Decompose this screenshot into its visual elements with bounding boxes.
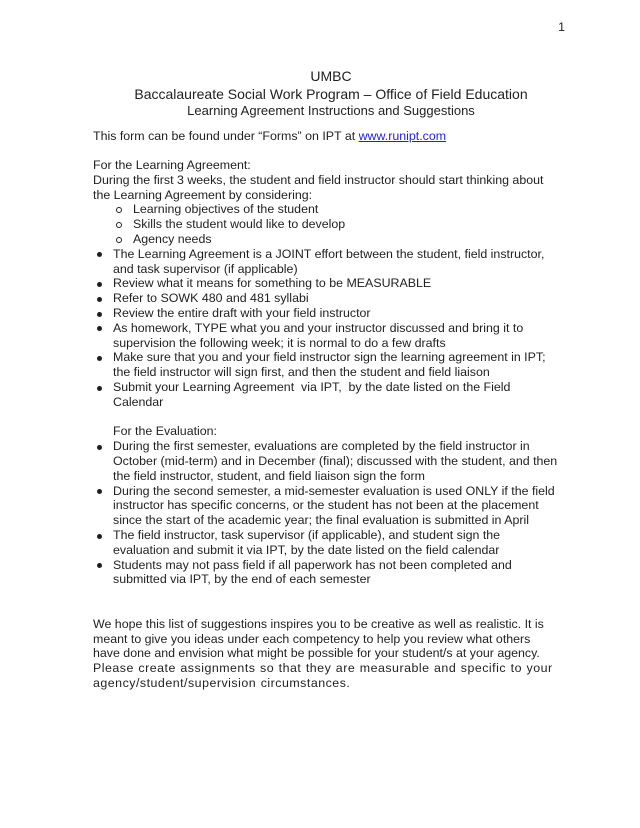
title-line-program: Baccalaureate Social Work Program – Office of Field Education bbox=[134, 86, 528, 102]
text-line: Learning objectives of the student bbox=[133, 202, 319, 217]
document-title-block bbox=[93, 67, 569, 119]
text-line: Agency needs bbox=[133, 232, 212, 247]
text-line: For the Learning Agreement: bbox=[93, 158, 251, 173]
title-line-university: UMBC bbox=[310, 68, 352, 84]
bullet-icon bbox=[97, 312, 102, 317]
text-line: For the Evaluation: bbox=[113, 424, 218, 439]
bullet-item bbox=[93, 321, 569, 351]
bullet-icon bbox=[97, 326, 102, 331]
text-line: meant to give you ideas under each competency to help you review what others bbox=[93, 631, 531, 646]
circle-bullet-icon bbox=[116, 207, 122, 213]
spacer bbox=[93, 587, 569, 602]
bullet-item bbox=[93, 484, 569, 528]
page-number: 1 bbox=[558, 20, 565, 34]
text-line: Refer to SOWK 480 and 481 syllabi bbox=[113, 291, 309, 306]
bullet-item bbox=[93, 350, 569, 380]
bullet-item bbox=[93, 306, 569, 321]
bullet-icon bbox=[97, 356, 102, 361]
bullet-item bbox=[93, 558, 569, 588]
sub-bullet-item bbox=[93, 232, 569, 247]
text-line: the field instructor, student, and field liaison sign the form bbox=[113, 468, 426, 483]
text-line: October (mid-term) and in December (final); discussed with the student, and then bbox=[113, 454, 558, 469]
text-line: and task supervisor (if applicable) bbox=[113, 261, 298, 276]
bullet-icon bbox=[97, 386, 102, 391]
bullet-item bbox=[93, 247, 569, 277]
intro-line bbox=[93, 129, 569, 144]
text-line: The field instructor, task supervisor (if applicable), and student sign the bbox=[113, 528, 501, 543]
text-line: since the start of the academic year; the final evaluation is submitted in April bbox=[113, 513, 529, 528]
bullet-icon bbox=[97, 534, 102, 539]
text-line: Review the entire draft with your field instructor bbox=[113, 306, 371, 321]
sub-bullet-item bbox=[93, 217, 569, 232]
text-line: During the first 3 weeks, the student and field instructor should start thinking about bbox=[93, 172, 544, 187]
text-line: supervision the following week; it is normal to do a few drafts bbox=[113, 335, 446, 350]
bullet-item bbox=[93, 528, 569, 558]
intro-text: This form can be found under “Forms” on IPT at bbox=[93, 128, 359, 143]
text-line: Make sure that you and your field instructor sign the learning agreement in IPT; bbox=[113, 350, 546, 365]
text-line: Skills the student would like to develop bbox=[133, 217, 346, 232]
text-line: Students may not pass field if all paperwork has not been completed and bbox=[113, 557, 512, 572]
bullet-icon bbox=[97, 282, 102, 287]
bullet-item bbox=[93, 380, 569, 410]
page-content bbox=[93, 20, 569, 691]
indented-line bbox=[93, 424, 569, 439]
bullet-item bbox=[93, 276, 569, 291]
circle-bullet-icon bbox=[116, 222, 122, 228]
text-line: Please create assignments so that they are measurable and specific to your bbox=[93, 661, 553, 676]
text-line: Review what it means for something to be MEASURABLE bbox=[113, 276, 432, 291]
text-line: the Learning Agreement by considering: bbox=[93, 187, 313, 202]
bullet-icon bbox=[97, 297, 102, 302]
text-line: Submit your Learning Agreement via IPT, by the date listed on the Field bbox=[113, 380, 511, 395]
text-line: Calendar bbox=[113, 394, 164, 409]
bullet-icon bbox=[97, 489, 102, 494]
text-line: have done and envision what might be possible for your student/s at your agency. bbox=[93, 646, 540, 661]
text-line: the field instructor will sign first, and then the student and field liaison bbox=[113, 365, 490, 380]
bullet-icon bbox=[97, 445, 102, 450]
title-line-subtitle: Learning Agreement Instructions and Suggestions bbox=[187, 103, 475, 118]
text-line: As homework, TYPE what you and your instructor discussed and bring it to bbox=[113, 320, 524, 335]
sub-bullet-item bbox=[93, 202, 569, 217]
text-line: evaluation and submit it via IPT, by the date listed on the field calendar bbox=[113, 542, 500, 557]
paragraph bbox=[93, 158, 569, 202]
bullet-icon bbox=[97, 252, 102, 257]
paragraph bbox=[93, 617, 569, 661]
text-line: During the first semester, evaluations are completed by the field instructor in bbox=[113, 439, 530, 454]
spacer bbox=[93, 410, 569, 425]
spacer bbox=[93, 602, 569, 617]
bullet-icon bbox=[97, 563, 102, 568]
text-line: We hope this list of suggestions inspires you to be creative as well as realistic. It is bbox=[93, 616, 544, 631]
text-line: submitted via IPT, by the end of each semester bbox=[113, 572, 371, 587]
text-line: During the second semester, a mid-semester evaluation is used ONLY if the field bbox=[113, 483, 555, 498]
paragraph bbox=[93, 661, 569, 691]
runipt-link[interactable]: www.runipt.com bbox=[358, 128, 447, 143]
bullet-item bbox=[93, 439, 569, 483]
document-body bbox=[93, 158, 569, 691]
text-line: agency/student/supervision circumstances. bbox=[93, 675, 351, 690]
text-line: The Learning Agreement is a JOINT effort between the student, field instructor, bbox=[113, 246, 545, 261]
circle-bullet-icon bbox=[116, 237, 122, 243]
bullet-item bbox=[93, 291, 569, 306]
text-line: instructor has specific concerns, or the student has not been at the placement bbox=[113, 498, 539, 513]
